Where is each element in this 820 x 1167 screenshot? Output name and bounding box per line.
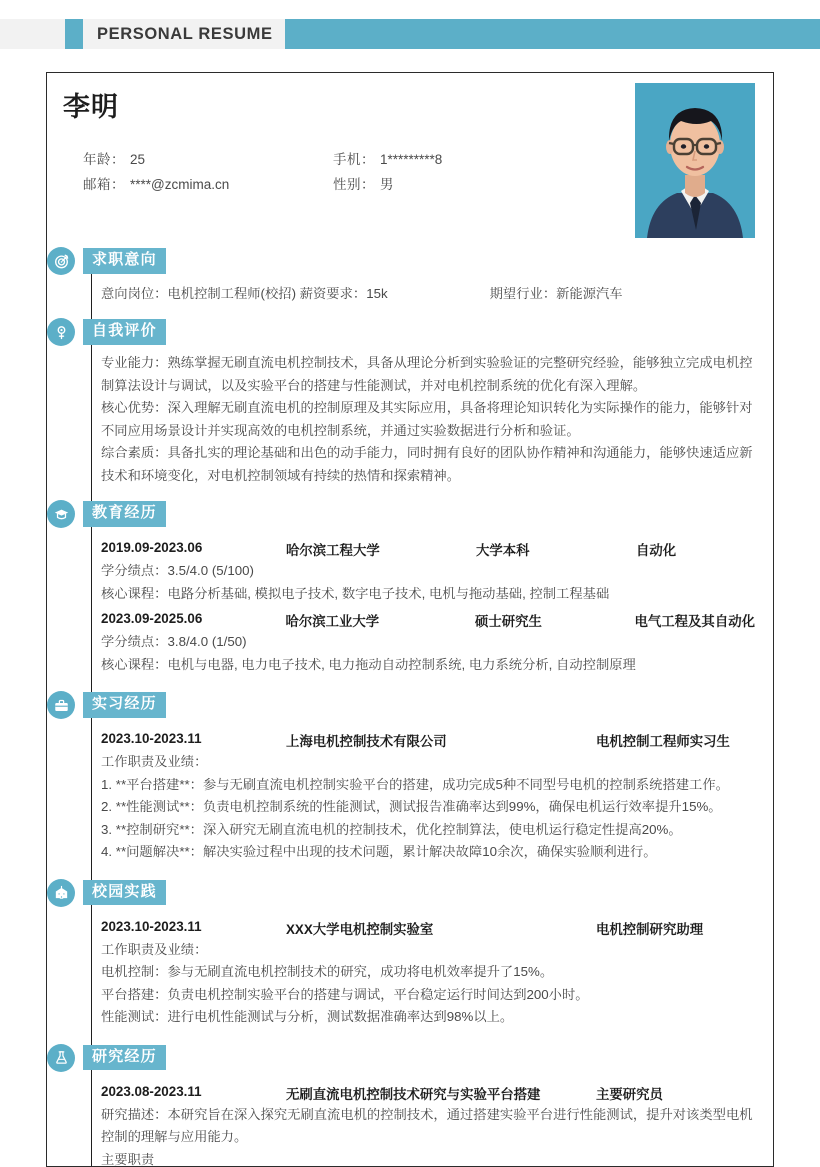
education-major: 电气工程及其自动化 [634, 611, 755, 630]
section-body [83, 347, 773, 487]
section-title: 实习经历 [83, 692, 166, 718]
contact-field-age [83, 147, 333, 172]
contact-value: ****@zcmima.cn [130, 177, 229, 192]
internship-bullet: 4. **问题解决**：解决实验过程中出现的技术问题，累计解决故障10余次，确保实验顺利进行。 [101, 841, 755, 864]
education-gpa: 学分绩点：3.5/4.0 (5/100) [101, 560, 755, 583]
flask-icon [47, 1044, 75, 1072]
section-campus-practice [47, 878, 773, 1029]
section-title: 研究经历 [83, 1045, 166, 1071]
contact-field-phone [333, 147, 583, 172]
contact-field-email [83, 172, 333, 197]
internship-date: 2023.10-2023.11 [101, 731, 286, 750]
section-header [83, 878, 773, 908]
education-school: 哈尔滨工业大学 [285, 611, 474, 630]
research-description: 研究描述：本研究旨在深入探究无刷直流电机的控制技术，通过搭建实验平台进行性能测试，提升对该类型电机控制的理解与应用能力。 [101, 1104, 755, 1149]
banner-title-box [83, 19, 285, 49]
section-title: 求职意向 [83, 248, 166, 274]
contact-info [83, 147, 583, 197]
section-body [83, 720, 773, 864]
section-research [47, 1043, 773, 1167]
self-eval-paragraph: 综合素质：具备扎实的理论基础和出色的动手能力，同时拥有良好的团队协作精神和沟通能力，能够快速适应新技术和环境变化，对电机控制领域有持续的热情和探索精神。 [101, 442, 755, 487]
campus-entry-header [101, 919, 755, 938]
education-major: 自动化 [636, 540, 755, 559]
internship-bullet: 2. **性能测试**：负责电机控制系统的性能测试，测试报告准确率达到99%，确保电机运行效率提升15%。 [101, 796, 755, 819]
banner-accent-tab [65, 19, 83, 49]
section-header [83, 499, 773, 529]
contact-value: 25 [130, 152, 145, 167]
intention-row [101, 281, 755, 305]
education-gpa: 学分绩点：3.8/4.0 (1/50) [101, 631, 755, 654]
research-topic: 无刷直流电机控制技术研究与实验平台搭建 [286, 1084, 596, 1103]
education-school: 哈尔滨工程大学 [286, 540, 476, 559]
contact-label: 手机： [333, 152, 375, 167]
duties-label: 工作职责及业绩： [101, 939, 755, 962]
campus-bullet: 电机控制：参与无刷直流电机控制技术的研究，成功将电机效率提升了15%。 [101, 961, 755, 984]
education-entry-header [101, 540, 755, 559]
education-entry-header [101, 611, 755, 630]
contact-value: 男 [380, 177, 394, 192]
contact-field-gender [333, 172, 583, 197]
candidate-photo [635, 83, 755, 238]
banner-fill [285, 19, 820, 49]
education-courses: 核心课程：电机与电器, 电力电子技术, 电力拖动自动控制系统, 电力系统分析, 自动控制原理 [101, 654, 755, 677]
profile-header [47, 73, 773, 238]
graduation-cap-icon [47, 500, 75, 528]
section-body [83, 1073, 773, 1167]
section-self-evaluation [47, 317, 773, 487]
internship-company: 上海电机控制技术有限公司 [286, 731, 596, 750]
section-title: 教育经历 [83, 501, 166, 527]
internship-bullet: 1. **平台搭建**：参与无刷直流电机控制实验平台的搭建，成功完成5种不同型号电机的控制系统搭建工作。 [101, 774, 755, 797]
self-eval-paragraph: 核心优势：深入理解无刷直流电机的控制原理及其实际应用，具备将理论知识转化为实际操作的能力，能够针对不同应用场景设计并实现高效的电机控制系统，并通过实验数据进行分析和验证。 [101, 397, 755, 442]
resume-card [46, 72, 774, 1167]
target-icon [47, 247, 75, 275]
research-role: 主要研究员 [596, 1084, 755, 1103]
section-header [83, 246, 773, 276]
section-title: 自我评价 [83, 319, 166, 345]
contact-label: 性别： [333, 177, 375, 192]
section-title: 校园实践 [83, 880, 166, 906]
candidate-name: 李明 [63, 85, 119, 124]
self-eval-paragraph: 专业能力：熟练掌握无刷直流电机控制技术，具备从理论分析到实验验证的完整研究经验，能够独立完成电机控制算法设计与调试，以及实验平台的搭建与性能测试，并对电机控制系统的优化有深入理解。 [101, 352, 755, 397]
intention-position: 意向岗位：电机控制工程师(校招) 薪资要求：15k [101, 283, 388, 305]
research-entry-header [101, 1084, 755, 1103]
research-next-label: 主要职责 [101, 1149, 755, 1167]
section-education [47, 499, 773, 676]
page-title: PERSONAL RESUME [97, 25, 273, 44]
internship-role: 电机控制工程师实习生 [596, 731, 755, 750]
lightbulb-icon [47, 318, 75, 346]
campus-role: 电机控制研究助理 [596, 919, 755, 938]
campus-date: 2023.10-2023.11 [101, 919, 286, 938]
campus-bullet: 平台搭建：负责电机控制实验平台的搭建与调试，平台稳定运行时间达到200小时。 [101, 984, 755, 1007]
research-date: 2023.08-2023.11 [101, 1084, 286, 1103]
campus-org: XXX大学电机控制实验室 [286, 919, 596, 938]
section-header [83, 690, 773, 720]
campus-bullet: 性能测试：进行电机性能测试与分析，测试数据准确率达到98%以上。 [101, 1006, 755, 1029]
section-job-intention [47, 246, 773, 305]
section-body [83, 529, 773, 676]
education-courses: 核心课程：电路分析基础, 模拟电子技术, 数字电子技术, 电机与拖动基础, 控制工程基础 [101, 583, 755, 606]
section-body [83, 908, 773, 1029]
banner-left-pad [0, 19, 65, 49]
contact-value: 1*********8 [380, 152, 442, 167]
duties-label: 工作职责及业绩： [101, 751, 755, 774]
education-degree: 硕士研究生 [475, 611, 635, 630]
contact-label: 邮箱： [83, 177, 125, 192]
page-banner [0, 19, 820, 49]
education-date: 2019.09-2023.06 [101, 540, 286, 559]
section-internship [47, 690, 773, 864]
section-header [83, 317, 773, 347]
internship-bullet: 3. **控制研究**：深入研究无刷直流电机的控制技术，优化控制算法，使电机运行稳定性提高20%。 [101, 819, 755, 842]
contact-label: 年龄： [83, 152, 125, 167]
briefcase-icon [47, 691, 75, 719]
intention-industry: 期望行业：新能源汽车 [490, 283, 623, 305]
education-degree: 大学本科 [476, 540, 636, 559]
education-date: 2023.09-2025.06 [101, 611, 285, 630]
school-building-icon [47, 879, 75, 907]
section-header [83, 1043, 773, 1073]
section-body [83, 276, 773, 305]
internship-entry-header [101, 731, 755, 750]
